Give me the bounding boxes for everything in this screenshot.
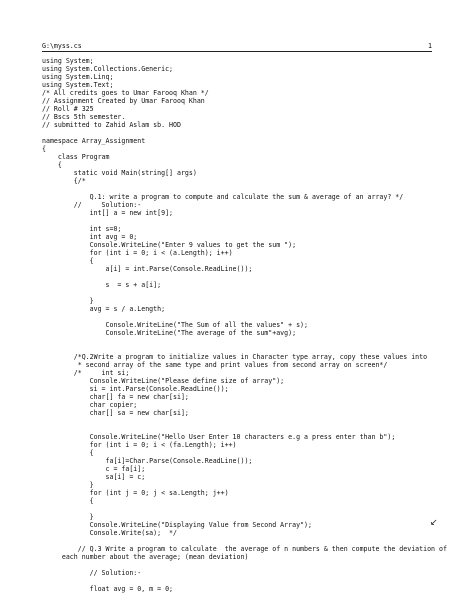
- code-line: // Assignment Created by Umar Farooq Khan: [42, 97, 205, 105]
- code-line: {/*: [42, 177, 86, 185]
- code-line: using System.Linq;: [42, 73, 114, 81]
- code-line: si = int.Parse(Console.ReadLine());: [42, 385, 229, 393]
- code-line: // Roll # 325: [42, 105, 94, 113]
- code-line: {: [42, 449, 94, 457]
- code-line: static void Main(string[] args): [42, 169, 197, 177]
- code-line: namespace Array_Assignment: [42, 137, 146, 145]
- code-line: for (int i = 0; i < (fa.Length); i++): [42, 441, 237, 449]
- code-line: // Q.3 Write a program to calculate the average of n numbers & then compute the deviation of: [42, 545, 447, 553]
- code-line: class Program: [42, 153, 110, 161]
- code-line: Console.WriteLine("Hello User Enter 10 characters e.g a press enter than b");: [42, 433, 396, 441]
- code-line: Console.Write(sa); */: [42, 529, 177, 537]
- code-line: int[] a = new int[9];: [42, 209, 174, 217]
- code-line: /* All credits goes to Umar Farooq Khan */: [42, 89, 209, 97]
- code-line: * second array of the same type and print values from second array on screen*/: [42, 361, 388, 369]
- code-line: // Solution:-: [42, 569, 142, 577]
- file-path: G:\myss.cs: [42, 42, 82, 50]
- code-line: {: [42, 497, 94, 505]
- code-line: }: [42, 297, 94, 305]
- code-line: {: [42, 257, 94, 265]
- code-line: float avg = 0, m = 0;: [42, 585, 174, 593]
- code-line: }: [42, 513, 94, 521]
- arrow-down-left-icon: ↙: [430, 518, 438, 528]
- code-line: char copier;: [42, 401, 138, 409]
- code-line: using System;: [42, 57, 94, 65]
- code-line: Console.WriteLine("The average of the sum"+avg);: [42, 329, 297, 337]
- code-line: fa[i]=Char.Parse(Console.ReadLine());: [42, 457, 253, 465]
- code-line: char[] fa = new char[si];: [42, 393, 189, 401]
- code-line: Console.WriteLine("The Sum of all the values" + s);: [42, 321, 308, 329]
- code-line: {: [42, 161, 62, 169]
- code-line: for (int i = 0; i < (a.Length); i++): [42, 249, 233, 257]
- code-line: // Bscs 5th semester.: [42, 113, 126, 121]
- code-line: /* int si;: [42, 369, 130, 377]
- code-line: char[] sa = new char[si];: [42, 409, 189, 417]
- code-line: a[i] = int.Parse(Console.ReadLine());: [42, 265, 253, 273]
- page-header: [42, 42, 432, 52]
- code-line: Q.1: write a program to compute and calculate the sum & average of an array? */: [42, 193, 404, 201]
- code-line: using System.Text;: [42, 81, 114, 89]
- code-line: Console.WriteLine("Enter 9 values to get the sum ");: [42, 241, 297, 249]
- page-number: 1: [428, 42, 432, 50]
- code-line: }: [42, 481, 94, 489]
- code-line: {: [42, 145, 46, 153]
- code-line: Console.WriteLine("Displaying Value from Second Array");: [42, 521, 312, 529]
- code-line: each number about the average; (mean deviation): [42, 553, 249, 561]
- code-line: avg = s / a.Length;: [42, 305, 166, 313]
- code-line: using System.Collections.Generic;: [42, 65, 174, 73]
- code-line: // Solution:-: [42, 201, 142, 209]
- code-line: Console.WriteLine("Please define size of array");: [42, 377, 285, 385]
- code-line: int avg = 0;: [42, 233, 138, 241]
- code-line: // submitted to Zahid Aslam sb. HOD: [42, 121, 181, 129]
- code-line: sa[i] = c;: [42, 473, 146, 481]
- code-line: s = s + a[i];: [42, 281, 162, 289]
- code-line: int s=0;: [42, 225, 122, 233]
- code-line: for (int j = 0; j < sa.Length; j++): [42, 489, 229, 497]
- code-line: c = fa[i];: [42, 465, 146, 473]
- code-line: /*Q.2Write a program to initialize values in Character type array, copy these values into: [42, 353, 428, 361]
